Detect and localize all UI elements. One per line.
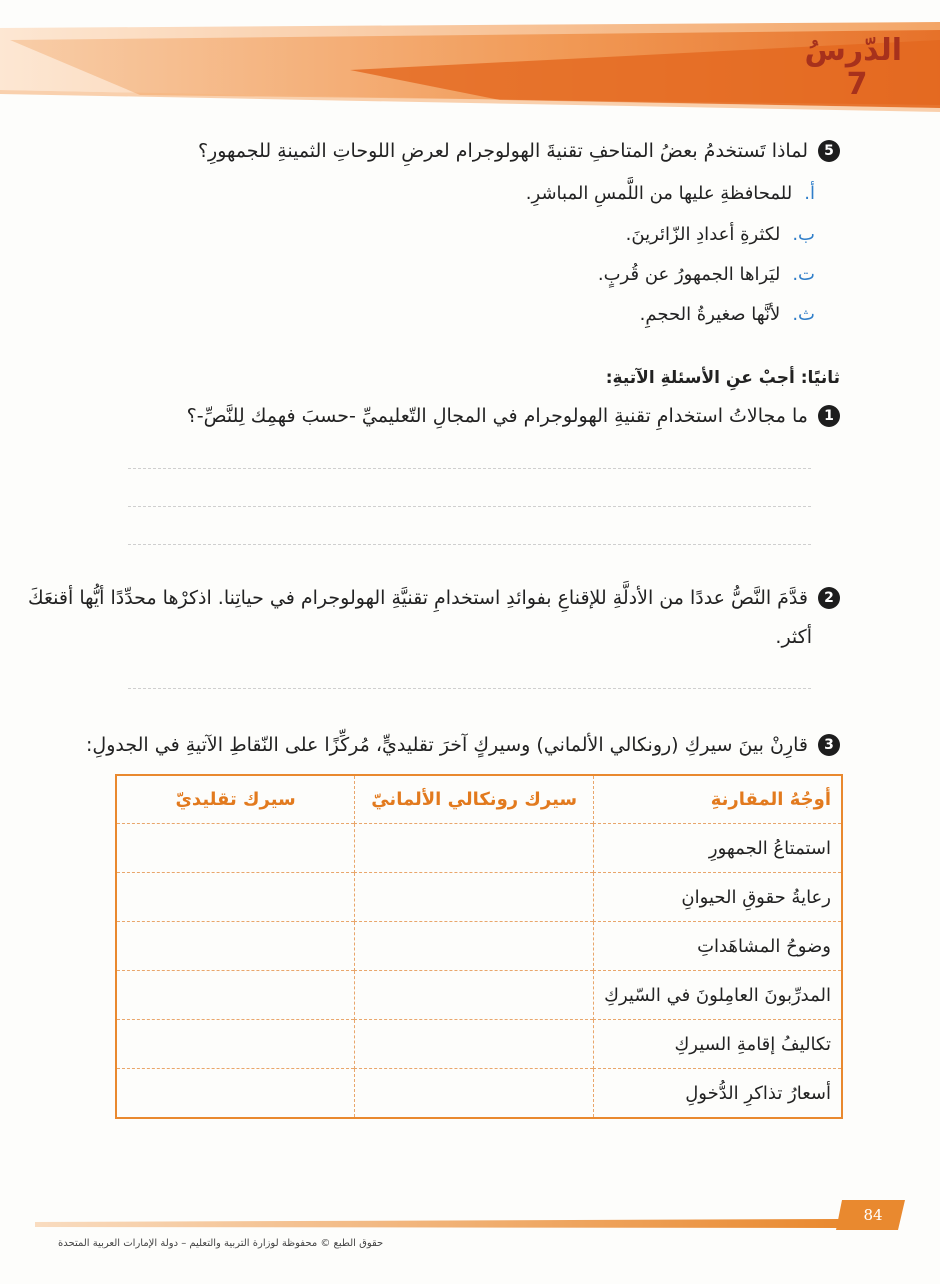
option-d[interactable]	[640, 304, 815, 325]
option-letter: ث.	[792, 304, 815, 325]
option-letter: أ.	[804, 183, 815, 204]
option-a[interactable]	[526, 183, 815, 204]
question-text: قارِنْ بينَ سيركِ (رونكالي الألماني) وسيركٍ آخرَ تقليديٍّ، مُركِّزًا على النّقاطِ الآتيةِ في الجدولِ:	[86, 734, 808, 756]
question-number-badge: 2	[818, 587, 840, 609]
question-text: قدَّمَ النَّصُّ عددًا من الأدلَّةِ للإقناعِ بفوائدِ استخدامِ تقنيَّةِ الهولوجرام في حياتِنا. اذكرْها محدِّدًا أيُّها أقنعَكَ	[28, 587, 808, 609]
option-text: ليَراها الجمهورُ عن قُربٍ.	[597, 264, 781, 285]
question-2	[28, 587, 840, 609]
option-b[interactable]	[626, 224, 815, 245]
table-row	[116, 1069, 842, 1119]
answer-cell[interactable]	[116, 1020, 355, 1069]
copyright-notice: حقوق الطبع © محفوظة لوزارة التربية والتعليم – دولة الإمارات العربية المتحدة	[58, 1238, 384, 1249]
option-text: لأنَّها صغيرةُ الحجمِ.	[639, 304, 781, 325]
table-row	[116, 922, 842, 971]
answer-cell[interactable]	[355, 824, 594, 873]
table-row	[116, 873, 842, 922]
comparison-table	[115, 774, 843, 1119]
section-title: ثانيًا: أجبْ عنِ الأسئلةِ الآتيةِ:	[605, 368, 840, 388]
table-header-row	[116, 775, 842, 824]
question-number-badge: 1	[818, 405, 840, 427]
question-5	[198, 140, 840, 162]
row-label: استمتاعُ الجمهورِ	[594, 824, 842, 873]
row-label: أسعارُ تذاكرِ الدُّخولِ	[594, 1069, 842, 1119]
option-c[interactable]	[598, 264, 815, 285]
answer-cell[interactable]	[116, 824, 355, 873]
footer-bar	[0, 1190, 940, 1240]
row-label: تكاليفُ إقامةِ السيركِ	[594, 1020, 842, 1069]
lesson-number: 7	[846, 67, 868, 102]
page-number: 84	[863, 1206, 883, 1224]
answer-cell[interactable]	[355, 873, 594, 922]
column-header: سيرك رونكالي الألمانيّ	[355, 775, 594, 824]
lesson-header-banner	[0, 0, 940, 115]
column-header: أوجُهُ المقارنةِ	[594, 775, 842, 824]
answer-cell[interactable]	[116, 873, 355, 922]
table-row	[116, 1020, 842, 1069]
option-letter: ب.	[792, 224, 815, 245]
table-row	[116, 971, 842, 1020]
option-text: للمحافظةِ عليها من اللَّمسِ المباشرِ.	[525, 183, 793, 204]
answer-cell[interactable]	[116, 971, 355, 1020]
answer-line[interactable]	[128, 468, 811, 469]
question-number-badge: 3	[818, 734, 840, 756]
question-text: لماذا تَستخدمُ بعضُ المتاحفِ تقنيةَ الهولوجرام لعرضِ اللوحاتِ الثمينةِ للجمهورِ؟	[197, 140, 808, 162]
answer-line[interactable]	[128, 544, 811, 545]
answer-cell[interactable]	[355, 1020, 594, 1069]
answer-cell[interactable]	[116, 922, 355, 971]
column-header: سيرك تقليديّ	[116, 775, 355, 824]
answer-line[interactable]	[128, 688, 811, 689]
answer-cell[interactable]	[355, 1069, 594, 1119]
lesson-label: الدّرسُ	[804, 33, 902, 68]
answer-cell[interactable]	[355, 922, 594, 971]
question-3	[86, 734, 840, 756]
row-label: وضوحُ المشاهَداتِ	[594, 922, 842, 971]
answer-cell[interactable]	[355, 971, 594, 1020]
option-text: لكثرةِ أعدادِ الزّائرينَ.	[625, 224, 781, 245]
question-1	[187, 405, 840, 427]
row-label: المدرِّبونَ العامِلونَ في السّيركِ	[594, 971, 842, 1020]
answer-cell[interactable]	[116, 1069, 355, 1119]
question-text: ما مجالاتُ استخدامِ تقنيةِ الهولوجرام في المجالِ التّعليميِّ -حسبَ فهمِك لِلنَّصِّ-؟	[186, 405, 808, 427]
row-label: رعايةُ حقوقِ الحيوانِ	[594, 873, 842, 922]
table-row	[116, 824, 842, 873]
question-number-badge: 5	[818, 140, 840, 162]
question-text-continued: أكثر.	[775, 626, 812, 648]
option-letter: ت.	[792, 264, 815, 285]
answer-line[interactable]	[128, 506, 811, 507]
